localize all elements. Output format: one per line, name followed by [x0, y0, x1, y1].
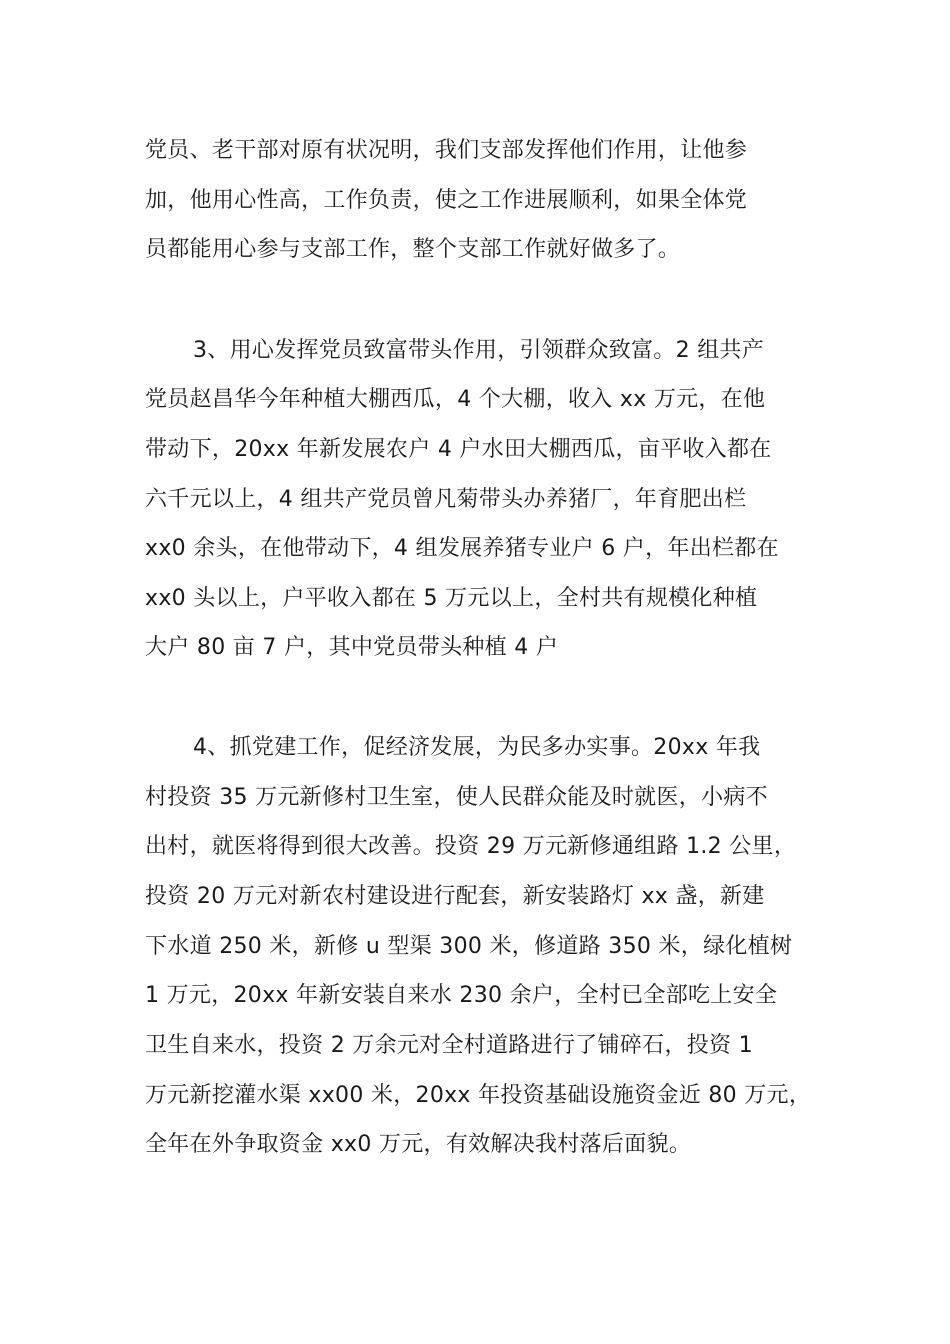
paragraph-line: 六千元以上，4 组共产党员曾凡菊带头办养猪厂，年育肥出栏 [145, 487, 747, 512]
paragraph-line: 大户 80 亩 7 户，其中党员带头种植 4 户 [145, 635, 559, 660]
paragraph-line: 村投资 35 万元新修村卫生室，使人民群众能及时就医，小病不 [145, 785, 768, 810]
paragraph-line: 党员赵昌华今年种植大棚西瓜，4 个大棚，收入 xx 万元，在他 [145, 387, 766, 412]
paragraph-line: 员都能用心参与支部工作，整个支部工作就好做多了。 [145, 237, 681, 262]
paragraph-line: xx0 余头，在他带动下，4 组发展养猪专业户 6 户，年出栏都在 [145, 536, 779, 561]
paragraph-line: 4、抓党建工作，促经济发展，为民多办实事。20xx 年我 [193, 735, 761, 760]
paragraph-line: 投资 20 万元对新农村建设进行配套，新安装路灯 xx 盏，新建 [145, 884, 765, 909]
paragraph-line: 1 万元，20xx 年新安装自来水 230 余户，全村已全部吃上安全 [145, 983, 778, 1008]
paragraph-line: 万元新挖灌水渠 xx00 米，20xx 年投资基础设施资金近 80 万元， [145, 1083, 812, 1108]
paragraph-line: 下水道 250 米，新修 u 型渠 300 米，修道路 350 米，绿化植树 [145, 934, 793, 959]
paragraph-line: 出村，就医将得到很大改善。投资 29 万元新修通组路 1.2 公里， [145, 834, 797, 859]
paragraph-line: 3、用心发挥党员致富带头作用，引领群众致富。2 组共产 [193, 338, 765, 363]
paragraph-line: 卫生自来水，投资 2 万余元对全村道路进行了铺碎石，投资 1 [145, 1033, 753, 1058]
paragraph-line: 党员、老干部对原有状况明，我们支部发挥他们作用，让他参 [145, 138, 748, 163]
paragraph-line: 加，他用心性高，工作负责，使之工作进展顺利，如果全体党 [145, 188, 748, 213]
paragraph-line: xx0 头以上，户平收入都在 5 万元以上，全村共有规模化种植 [145, 586, 758, 611]
paragraph-line: 全年在外争取资金 xx0 万元，有效解决我村落后面貌。 [145, 1132, 692, 1157]
paragraph-line: 带动下，20xx 年新发展农户 4 户水田大棚西瓜，亩平收入都在 [145, 437, 772, 462]
